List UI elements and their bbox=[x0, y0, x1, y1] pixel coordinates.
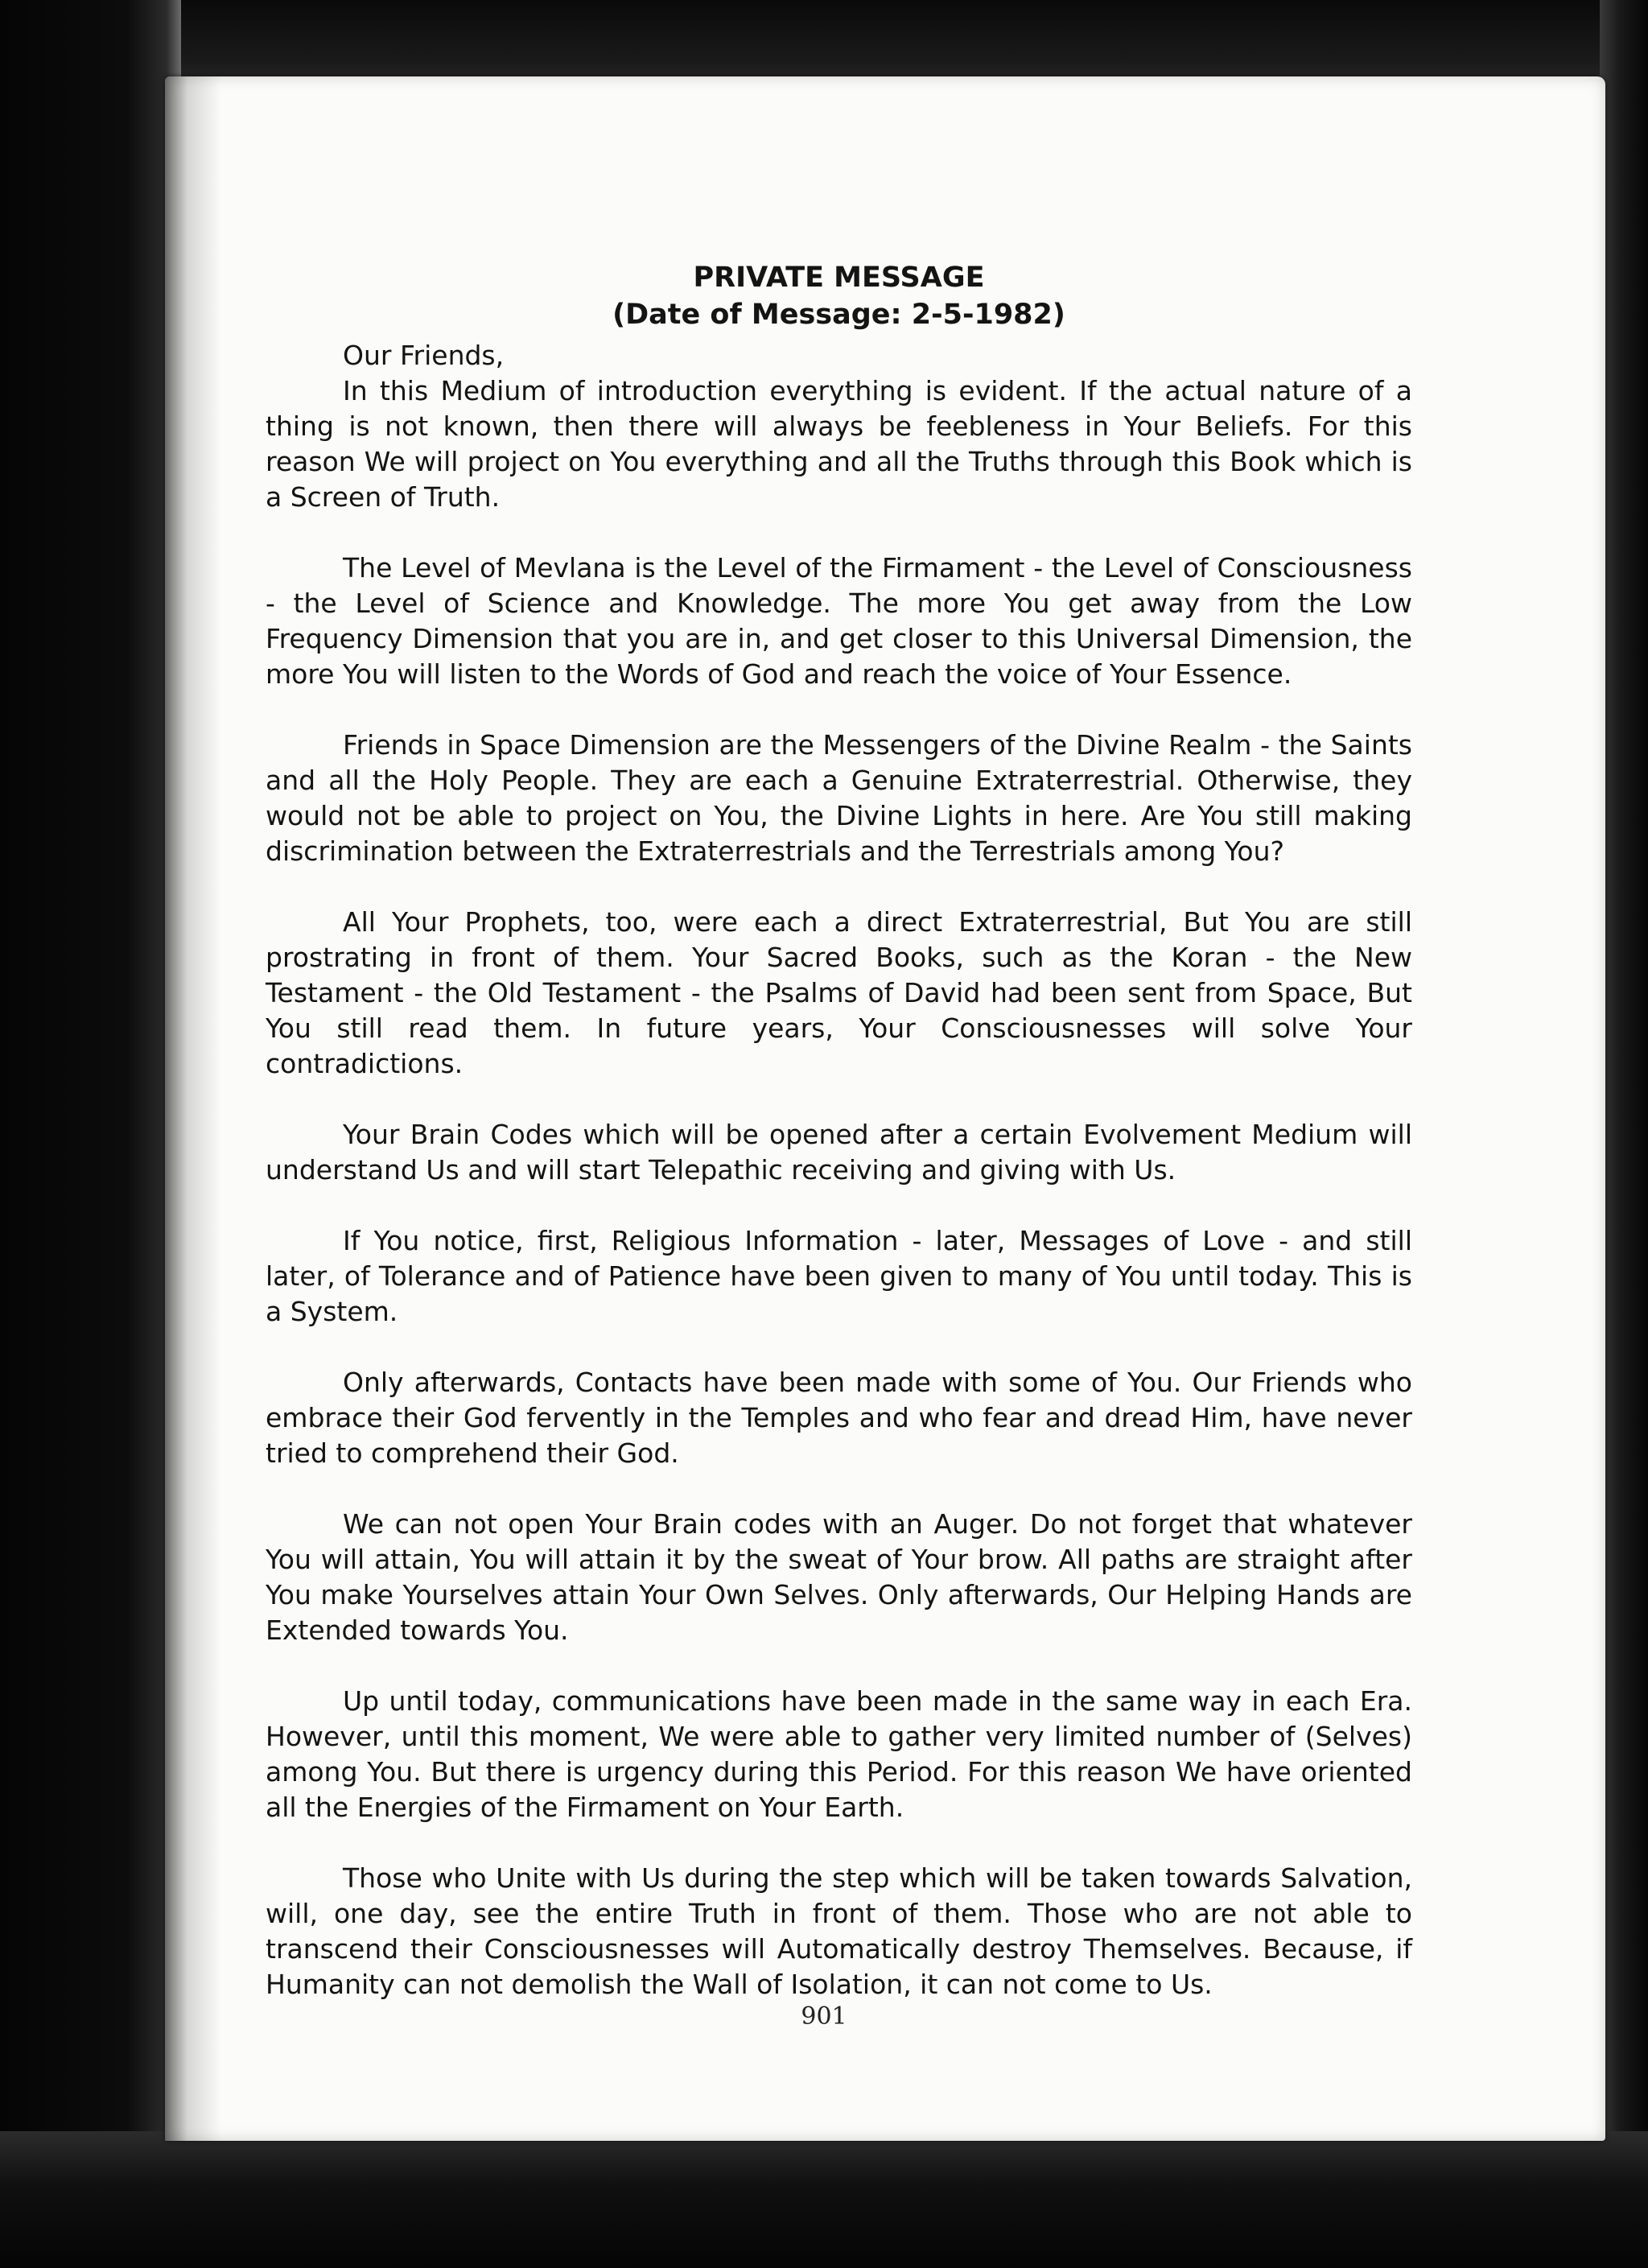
message-title: PRIVATE MESSAGE bbox=[693, 262, 985, 294]
paragraph: We can not open Your Brain codes with an Auger. Do not forget that whatever You will attain, You will attain it by the sweat of Your brow. All paths are straight after You make Yourselves attain Your Own Selves. Only afterwards, Our Helping Hands are Extended towards You. bbox=[266, 1508, 1412, 1646]
scanner-edge-left bbox=[0, 0, 181, 2268]
paragraph: All Your Prophets, too, were each a direct Extraterrestrial, But You are still prostrating in front of them. Your Sacred Books, such as the Koran - the New Testament - the Old Testament - the Psalms of David had been sent from Space, But You still read them. In future years, Your Consciousnesses will solve Your contradictions. bbox=[266, 906, 1412, 1079]
paragraph: Friends in Space Dimension are the Messengers of the Divine Realm - the Saints and all the Holy People. They are each a Genuine Extraterrestrial. Otherwise, they would not be able to project on You, the Divine Lights in here. Are You still making discrimination between the Extraterrestrials and the Terrestrials among You? bbox=[266, 729, 1412, 867]
scanner-edge-right bbox=[1600, 0, 1648, 2268]
paragraph: The Level of Mevlana is the Level of the Firmament - the Level of Consciousness - the Level of Science and Knowledge. The more You get away from the Low Frequency Dimension that you are in, and get closer to this Universal Dimension, the more You will listen to the Words of God and reach the voice of Your Essence. bbox=[266, 552, 1412, 690]
scanner-edge-bottom bbox=[0, 2131, 1648, 2268]
page-text bbox=[266, 259, 1412, 2038]
paragraph: In this Medium of introduction everything is evident. If the actual nature of a thing is not known, then there will always be feebleness in Your Beliefs. For this reason We will project on You everything and all the Truths through this Book which is a Screen of Truth. bbox=[266, 375, 1412, 513]
paragraph: Only afterwards, Contacts have been made with some of You. Our Friends who embrace their God fervently in the Temples and who fear and dread Him, have never tried to comprehend their God. bbox=[266, 1367, 1412, 1469]
paragraph: Up until today, communications have been made in the same way in each Era. However, until this moment, We were able to gather very limited number of (Selves) among You. But there is urgency during this Period. For this reason We have oriented all the Energies of the Firmament on Your Earth. bbox=[266, 1685, 1412, 1823]
binding-shadow bbox=[165, 76, 221, 2141]
scanner-edge-top bbox=[0, 0, 1648, 89]
salutation: Our Friends, bbox=[343, 340, 505, 371]
message-date: (Date of Message: 2-5-1982) bbox=[612, 299, 1065, 331]
paragraph: If You notice, first, Religious Information - later, Messages of Love - and still later, of Tolerance and of Patience have been given to many of You until today. This is a System. bbox=[266, 1225, 1412, 1327]
paragraph: Those who Unite with Us during the step which will be taken towards Salvation, will, one day, see the entire Truth in front of them. Those who are not able to transcend their Consciousnesses will Automatically destroy Themselves. Because, if Humanity can not demolish the Wall of Isolation, it can not come to Us. bbox=[266, 1862, 1412, 2000]
page-number: 901 bbox=[801, 2002, 847, 2031]
paragraph: Your Brain Codes which will be opened after a certain Evolvement Medium will understand Us and will start Telepathic receiving and giving with Us. bbox=[266, 1119, 1412, 1186]
